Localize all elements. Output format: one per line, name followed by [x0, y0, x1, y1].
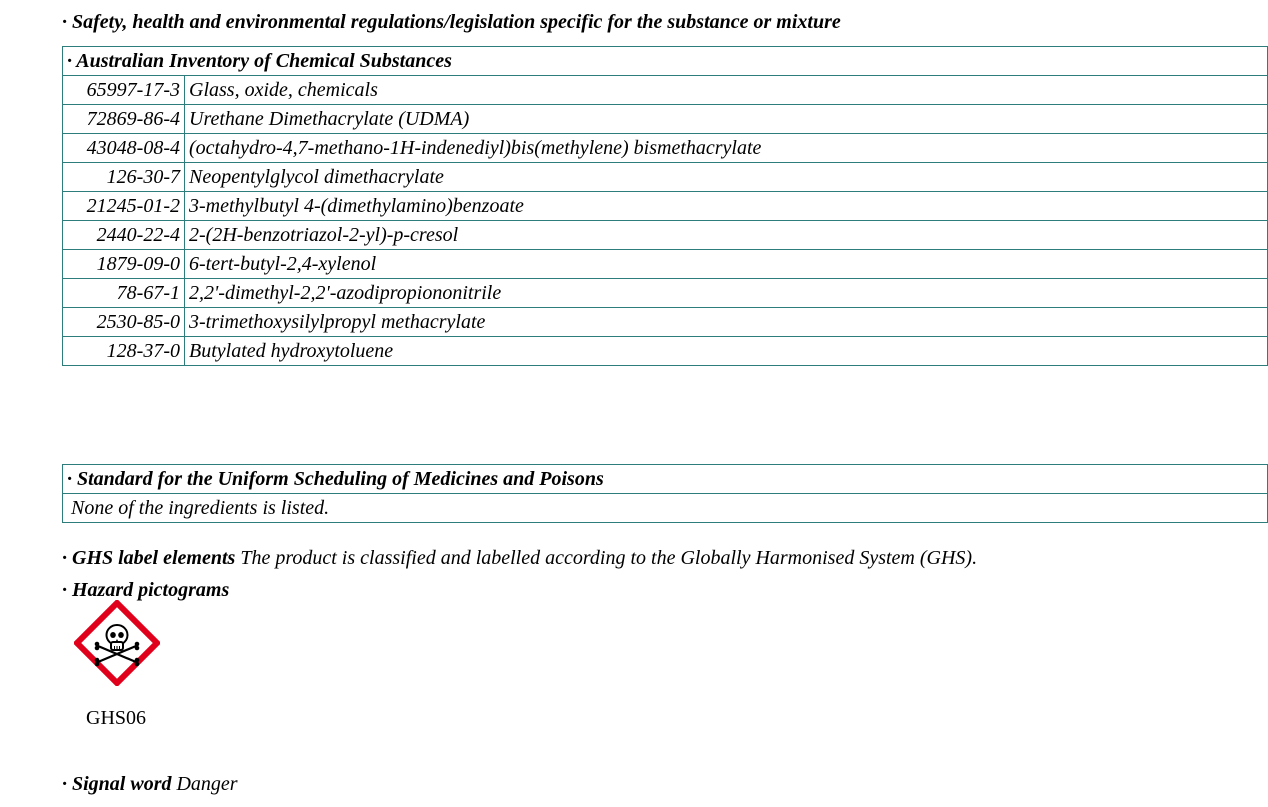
cas-number: 21245-01-2 — [63, 192, 185, 221]
ghs-label: · GHS label elements — [62, 547, 236, 569]
section-title-text: Safety, health and environmental regulations/legislation specific for the substance or mixture — [72, 11, 841, 33]
table-row — [63, 279, 1268, 308]
signal-word-line — [62, 772, 238, 796]
table-row — [63, 337, 1268, 366]
ghs-label-line — [62, 546, 977, 570]
cas-number: 128-37-0 — [63, 337, 185, 366]
substance-name: 2,2'-dimethyl-2,2'-azodipropiononitrile — [185, 279, 1268, 308]
pictogram-code-label: GHS06 — [86, 707, 147, 729]
cas-number: 65997-17-3 — [63, 76, 185, 105]
susmp-heading-row — [63, 465, 1268, 494]
cas-number: 126-30-7 — [63, 163, 185, 192]
table-row — [63, 134, 1268, 163]
substance-name: Butylated hydroxytoluene — [185, 337, 1268, 366]
table-row — [63, 192, 1268, 221]
substance-name: (octahydro-4,7-methano-1H-indenediyl)bis(methylene) bismethacrylate — [185, 134, 1268, 163]
susmp-heading: · Standard for the Uniform Scheduling of Medicines and Poisons — [63, 465, 1268, 494]
ghs06-pictogram — [74, 600, 160, 686]
cas-number: 43048-08-4 — [63, 134, 185, 163]
table-row — [63, 221, 1268, 250]
susmp-text: None of the ingredients is listed. — [63, 494, 1268, 523]
signal-word-value: Danger — [176, 773, 238, 795]
substance-name: 2-(2H-benzotriazol-2-yl)-p-cresol — [185, 221, 1268, 250]
cas-number: 1879-09-0 — [63, 250, 185, 279]
substance-name: 3-trimethoxysilylpropyl methacrylate — [185, 308, 1268, 337]
cas-number: 78-67-1 — [63, 279, 185, 308]
signal-word-label: · Signal word — [62, 773, 172, 795]
section-title-bullet: · — [62, 11, 67, 33]
table-row — [63, 308, 1268, 337]
section-title — [62, 10, 841, 34]
aics-heading-row — [63, 47, 1268, 76]
cas-number: 2440-22-4 — [63, 221, 185, 250]
hazard-pictograms-heading: · Hazard pictograms — [62, 579, 230, 601]
cas-number: 72869-86-4 — [63, 105, 185, 134]
aics-table — [62, 46, 1268, 366]
substance-name: Urethane Dimethacrylate (UDMA) — [185, 105, 1268, 134]
susmp-text-row — [63, 494, 1268, 523]
substance-name: Neopentylglycol dimethacrylate — [185, 163, 1268, 192]
substance-name: 3-methylbutyl 4-(dimethylamino)benzoate — [185, 192, 1268, 221]
aics-heading: · Australian Inventory of Chemical Substances — [63, 47, 1268, 76]
susmp-table — [62, 464, 1268, 523]
cas-number: 2530-85-0 — [63, 308, 185, 337]
table-row — [63, 105, 1268, 134]
substance-name: Glass, oxide, chemicals — [185, 76, 1268, 105]
skull-and-crossbones-icon — [74, 600, 160, 686]
ghs-text: The product is classified and labelled according to the Globally Harmonised System (GHS). — [240, 547, 978, 569]
table-row — [63, 76, 1268, 105]
table-row — [63, 250, 1268, 279]
substance-name: 6-tert-butyl-2,4-xylenol — [185, 250, 1268, 279]
table-row — [63, 163, 1268, 192]
